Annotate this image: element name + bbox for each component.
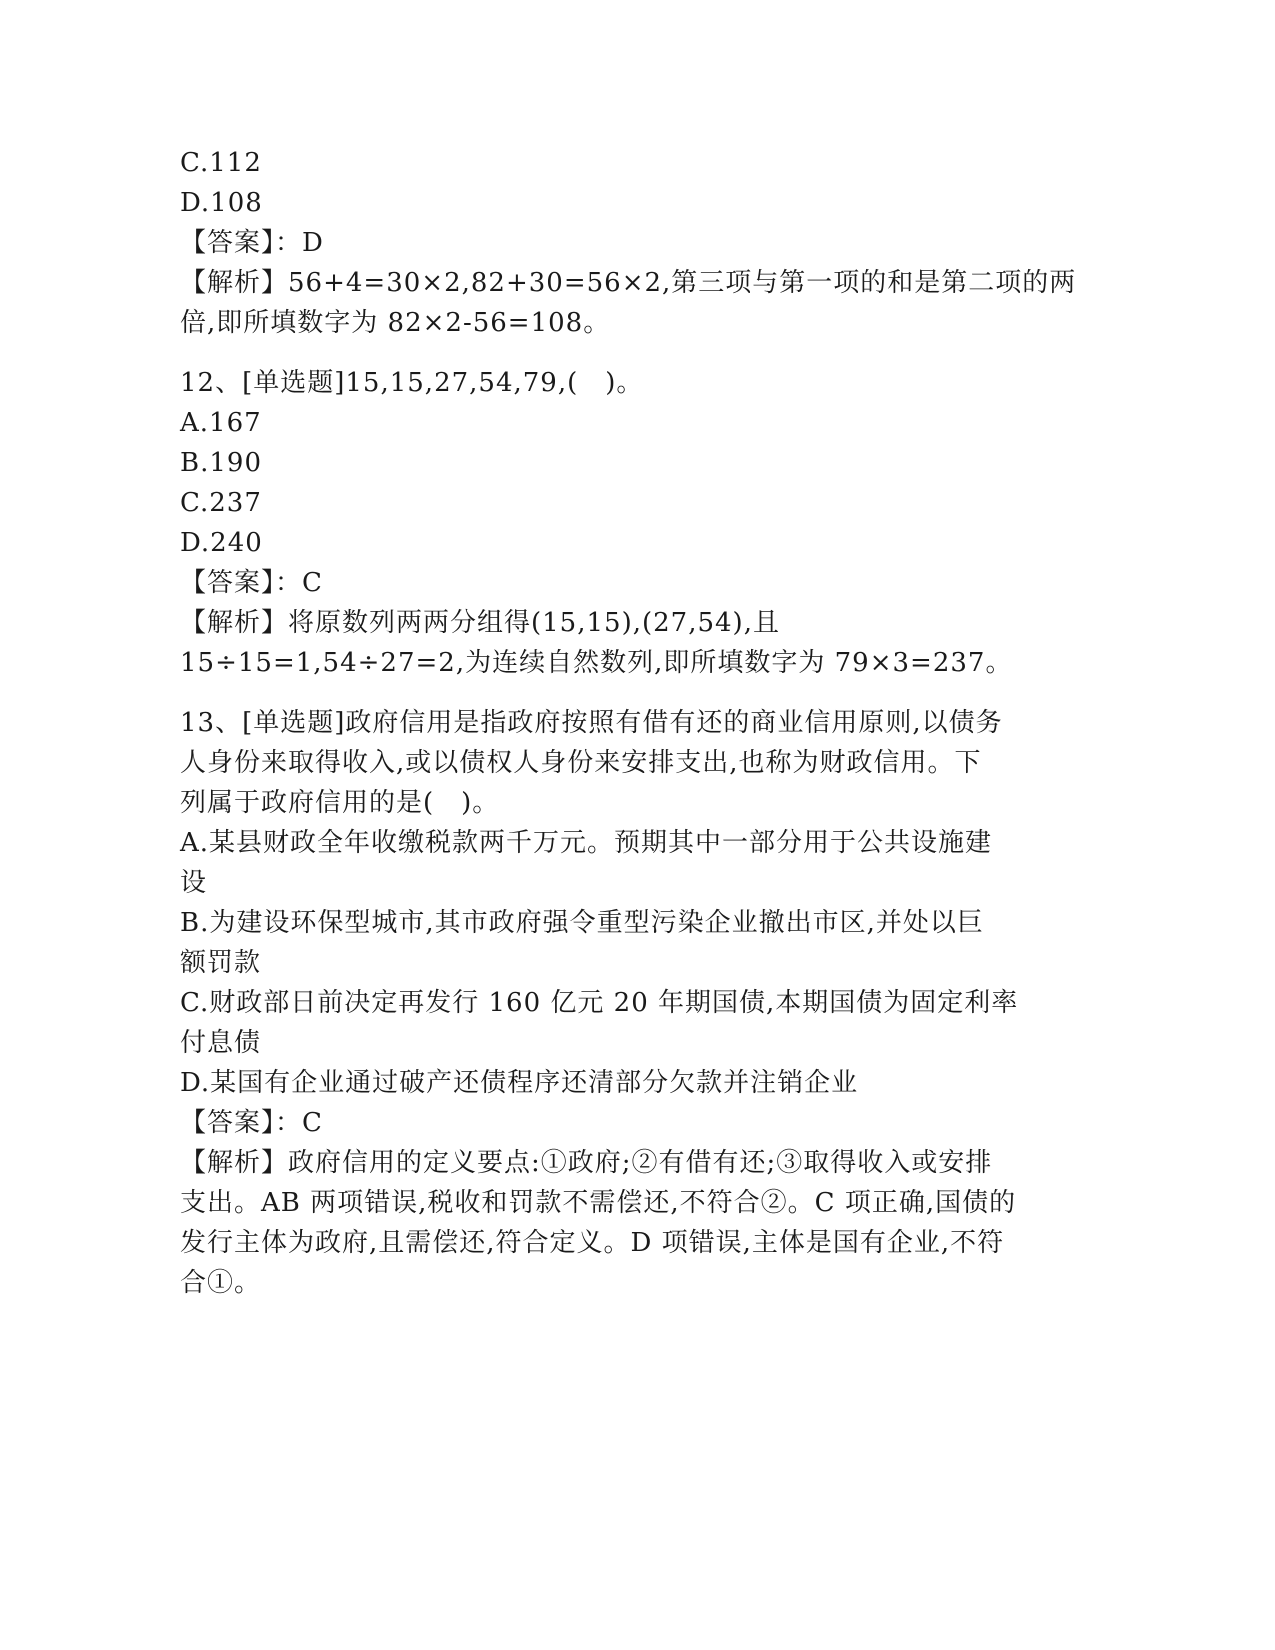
option-d: D.某国有企业通过破产还债程序还清部分欠款并注销企业 — [180, 1068, 859, 1098]
option-d: D.108 — [180, 188, 263, 218]
option-b: 额罚款 — [180, 948, 262, 978]
analysis-line: 【解析】政府信用的定义要点:①政府;②有借有还;③取得收入或安排 — [180, 1148, 993, 1178]
question-13 — [180, 703, 1080, 1303]
option-a: A.某县财政全年收缴税款两千万元。预期其中一部分用于公共设施建 — [180, 828, 993, 858]
question-stem: 列属于政府信用的是( )。 — [180, 788, 500, 818]
option-c: C.112 — [180, 148, 262, 178]
option-c: 付息债 — [180, 1028, 262, 1058]
question-12 — [180, 363, 1080, 683]
answer: 【答案】：C — [180, 568, 323, 598]
option-d: D.240 — [180, 528, 263, 558]
document-page — [180, 143, 1080, 1303]
analysis-line: 【解析】将原数列两两分组得(15,15),(27,54),且 — [180, 608, 780, 638]
option-a: A.167 — [180, 408, 262, 438]
analysis-line: 【解析】56+4=30×2,82+30=56×2,第三项与第一项的和是第二项的两 — [180, 268, 1077, 298]
question-stem: 13、[单选题]政府信用是指政府按照有借有还的商业信用原则,以债务 — [180, 708, 1003, 738]
answer: 【答案】：D — [180, 228, 324, 258]
question-11-tail — [180, 143, 1080, 343]
option-b: B.为建设环保型城市,其市政府强令重型污染企业撤出市区,并处以巨 — [180, 908, 984, 938]
question-stem: 12、[单选题]15,15,27,54,79,( )。 — [180, 368, 644, 398]
analysis-line: 合①。 — [180, 1268, 262, 1298]
analysis-line: 支出。AB 两项错误,税收和罚款不需偿还,不符合②。C 项正确,国债的 — [180, 1188, 1017, 1218]
analysis-line: 倍,即所填数字为 82×2-56=108。 — [180, 308, 611, 338]
question-stem: 人身份来取得收入,或以债权人身份来安排支出,也称为财政信用。下 — [180, 748, 982, 778]
answer: 【答案】：C — [180, 1108, 323, 1138]
option-c: C.财政部日前决定再发行 160 亿元 20 年期国债,本期国债为固定利率 — [180, 988, 1019, 1018]
analysis-line: 发行主体为政府,且需偿还,符合定义。D 项错误,主体是国有企业,不符 — [180, 1228, 1005, 1258]
option-b: B.190 — [180, 448, 262, 478]
analysis-line: 15÷15=1,54÷27=2,为连续自然数列,即所填数字为 79×3=237。 — [180, 648, 1013, 678]
option-a: 设 — [180, 868, 208, 898]
option-c: C.237 — [180, 488, 262, 518]
